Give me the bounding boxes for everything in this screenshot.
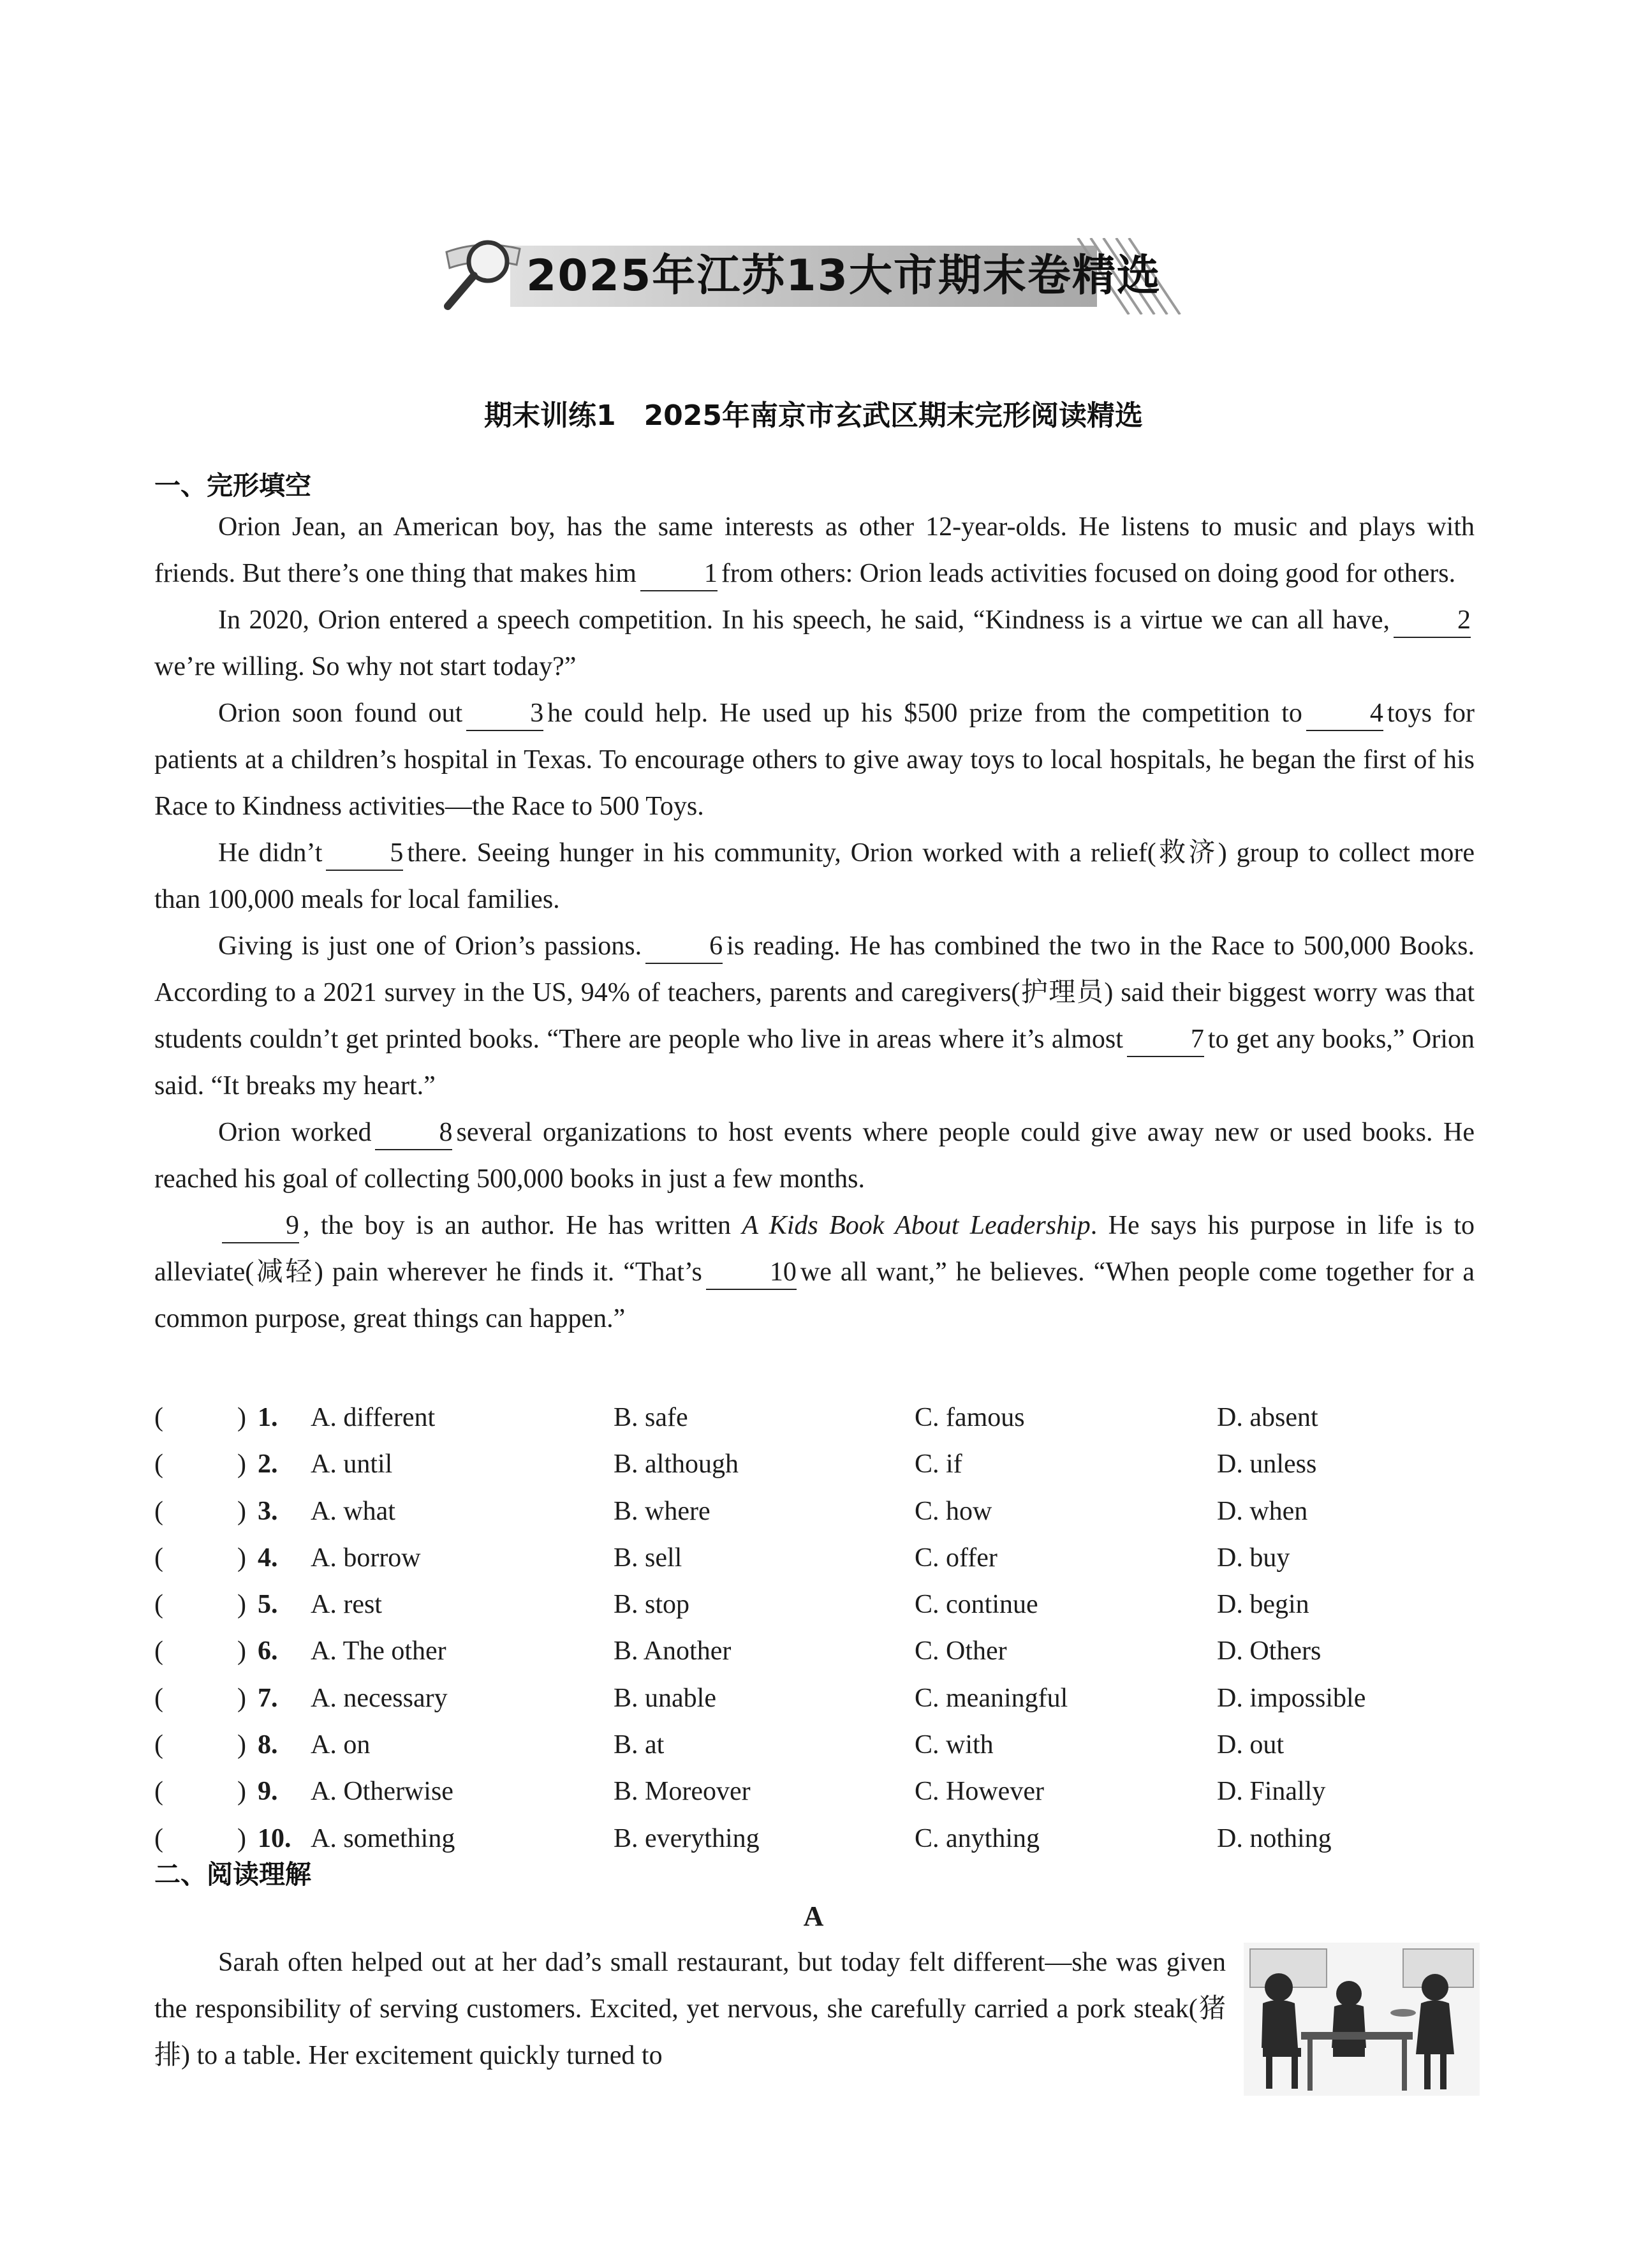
option-a[interactable]: A. necessary: [311, 1683, 448, 1713]
option-b[interactable]: B. at: [614, 1730, 665, 1760]
restaurant-illustration-icon: [1244, 1943, 1480, 2096]
question-row: [154, 1768, 1494, 1815]
option-b[interactable]: B. although: [614, 1449, 739, 1479]
option-a[interactable]: A. what: [311, 1496, 395, 1526]
question-number: 7.: [258, 1683, 278, 1713]
paragraph: Orion Jean, an American boy, has the same interests as other 12-year-olds. He listens to music and plays with friends. But there’s one thing that makes him 1 from others: Orion leads activities focused on doing good for others.: [154, 504, 1475, 597]
question-number: 4.: [258, 1543, 278, 1573]
section-heading-reading: 二、阅读理解: [154, 1859, 311, 1890]
question-number: 8.: [258, 1730, 278, 1760]
paragraph: Giving is just one of Orion’s passions. 6 is reading. He has combined the two in the Race to 500,000 Books. According to a 2021 survey in the US, 94% of teachers, parents and caregivers(护理员) said their biggest worry was that students couldn’t get printed books. “There are people who live in areas where it’s almost 7 to get any books,” Orion said. “It breaks my heart.”: [154, 923, 1475, 1109]
question-number: 1.: [258, 1403, 278, 1432]
option-a[interactable]: A. The other: [311, 1636, 446, 1666]
blank-4[interactable]: 4: [1306, 697, 1383, 731]
answer-paren-open: (: [154, 1543, 163, 1573]
blank-10[interactable]: 10: [706, 1256, 797, 1290]
option-c[interactable]: C. Other: [915, 1636, 1007, 1666]
option-b[interactable]: B. everything: [614, 1823, 760, 1853]
title-banner: [434, 226, 1186, 322]
option-c[interactable]: C. famous: [915, 1403, 1025, 1432]
option-c[interactable]: C. with: [915, 1730, 994, 1760]
answer-paren-close: ): [237, 1823, 246, 1853]
option-c[interactable]: C. how: [915, 1496, 992, 1526]
option-b[interactable]: B. where: [614, 1496, 710, 1526]
option-b[interactable]: B. sell: [614, 1543, 682, 1573]
answer-paren-close: ): [237, 1449, 246, 1479]
question-row: [154, 1722, 1494, 1768]
option-b[interactable]: B. stop: [614, 1590, 690, 1620]
answer-paren-open: (: [154, 1683, 163, 1713]
section-heading-cloze: 一、完形填空: [154, 470, 311, 501]
question-number: 9.: [258, 1777, 278, 1807]
question-number: 2.: [258, 1449, 278, 1479]
option-a[interactable]: A. different: [311, 1403, 436, 1432]
blank-2[interactable]: 2: [1394, 604, 1471, 638]
paragraph: He didn’t 5 there. Seeing hunger in his community, Orion worked with a relief(救济) group to collect more than 100,000 meals for local families.: [154, 830, 1475, 923]
question-options: [154, 1395, 1494, 1862]
option-a[interactable]: A. rest: [311, 1590, 382, 1620]
option-a[interactable]: A. until: [311, 1449, 393, 1479]
question-row: [154, 1816, 1494, 1862]
option-c[interactable]: C. anything: [915, 1823, 1040, 1853]
answer-paren-close: ): [237, 1403, 246, 1432]
answer-paren-close: ): [237, 1730, 246, 1760]
option-d[interactable]: D. unless: [1217, 1449, 1317, 1479]
option-d[interactable]: D. absent: [1217, 1403, 1318, 1432]
section-subtitle: 期末训练1 2025年南京市玄武区期末完形阅读精选: [483, 399, 1144, 432]
option-a[interactable]: A. something: [311, 1823, 455, 1853]
option-c[interactable]: C. offer: [915, 1543, 998, 1573]
option-b[interactable]: B. unable: [614, 1683, 716, 1713]
answer-paren-open: (: [154, 1730, 163, 1760]
paragraph: Sarah often helped out at her dad’s small restaurant, but today felt different—she was given the responsibility of serving customers. Excited, yet nervous, she carefully carried a pork steak(猪排) to a table. Her excitement quickly turned to: [154, 1948, 1226, 2070]
question-number: 10.: [258, 1823, 291, 1853]
passage-label: A: [803, 1901, 824, 1932]
reading-passage-a: [154, 1939, 1226, 2079]
option-c[interactable]: C. if: [915, 1449, 962, 1479]
paragraph: Orion worked 8 several organizations to host events where people could give away new or used books. He reached his goal of collecting 500,000 books in just a few months.: [154, 1109, 1475, 1203]
option-c[interactable]: C. meaningful: [915, 1683, 1068, 1713]
answer-paren-close: ): [237, 1496, 246, 1526]
question-row: [154, 1675, 1494, 1722]
answer-paren-close: ): [237, 1543, 246, 1573]
blank-8[interactable]: 8: [375, 1116, 452, 1150]
paragraph: Orion soon found out 3 he could help. He used up his $500 prize from the competition to 4 toys for patients at a children’s hospital in Texas. To encourage others to give away toys to local hospitals, he began the first of his Race to Kindness activities—the Race to 500 Toys.: [154, 690, 1475, 830]
paragraph: 9 , the boy is an author. He has written A Kids Book About Leadership. He says his purpose in life is to alleviate(减轻) pain wherever he finds it. “That’s 10 we all want,” he believes. “When people come together for a common purpose, great things can happen.”: [154, 1203, 1475, 1342]
answer-paren-close: ): [237, 1590, 246, 1620]
question-row: [154, 1582, 1494, 1628]
option-d[interactable]: D. begin: [1217, 1590, 1309, 1620]
answer-paren-open: (: [154, 1403, 163, 1432]
blank-6[interactable]: 6: [645, 930, 723, 964]
answer-paren-open: (: [154, 1496, 163, 1526]
option-b[interactable]: B. safe: [614, 1403, 688, 1432]
blank-3[interactable]: 3: [466, 697, 543, 731]
option-a[interactable]: A. borrow: [311, 1543, 421, 1573]
question-number: 5.: [258, 1590, 278, 1620]
question-row: [154, 1395, 1494, 1441]
answer-paren-close: ): [237, 1683, 246, 1713]
magnifier-icon: [434, 226, 529, 322]
question-row: [154, 1441, 1494, 1488]
answer-paren-open: (: [154, 1590, 163, 1620]
answer-paren-close: ): [237, 1777, 246, 1807]
option-d[interactable]: D. Others: [1217, 1636, 1321, 1666]
blank-9[interactable]: 9: [222, 1209, 299, 1243]
question-number: 6.: [258, 1636, 278, 1666]
answer-paren-open: (: [154, 1777, 163, 1807]
question-row: [154, 1488, 1494, 1535]
option-a[interactable]: A. on: [311, 1730, 371, 1760]
answer-paren-close: ): [237, 1636, 246, 1666]
question-row: [154, 1535, 1494, 1582]
option-c[interactable]: C. continue: [915, 1590, 1038, 1620]
option-b[interactable]: B. Another: [614, 1636, 732, 1666]
blank-5[interactable]: 5: [326, 836, 403, 871]
option-d[interactable]: D. out: [1217, 1730, 1284, 1760]
option-d[interactable]: D. Finally: [1217, 1777, 1326, 1807]
option-b[interactable]: B. Moreover: [614, 1777, 751, 1807]
banner-title: 2025年江苏13大市期末卷精选: [526, 251, 1161, 301]
book-title: A Kids Book About Leadership: [742, 1211, 1091, 1240]
question-row: [154, 1628, 1494, 1675]
answer-paren-open: (: [154, 1449, 163, 1479]
option-c[interactable]: C. However: [915, 1777, 1044, 1807]
answer-paren-open: (: [154, 1636, 163, 1666]
option-d[interactable]: D. nothing: [1217, 1823, 1332, 1853]
paragraph: In 2020, Orion entered a speech competition. In his speech, he said, “Kindness is a virtue we can all have, 2we’re willing. So why not start today?”: [154, 597, 1475, 690]
option-d[interactable]: D. impossible: [1217, 1683, 1366, 1713]
option-a[interactable]: A. Otherwise: [311, 1777, 453, 1807]
answer-paren-open: (: [154, 1823, 163, 1853]
cloze-passage: [154, 504, 1475, 1342]
blank-1[interactable]: 1: [640, 557, 718, 591]
option-d[interactable]: D. when: [1217, 1496, 1308, 1526]
question-number: 3.: [258, 1496, 278, 1526]
option-d[interactable]: D. buy: [1217, 1543, 1290, 1573]
blank-7[interactable]: 7: [1127, 1023, 1204, 1057]
